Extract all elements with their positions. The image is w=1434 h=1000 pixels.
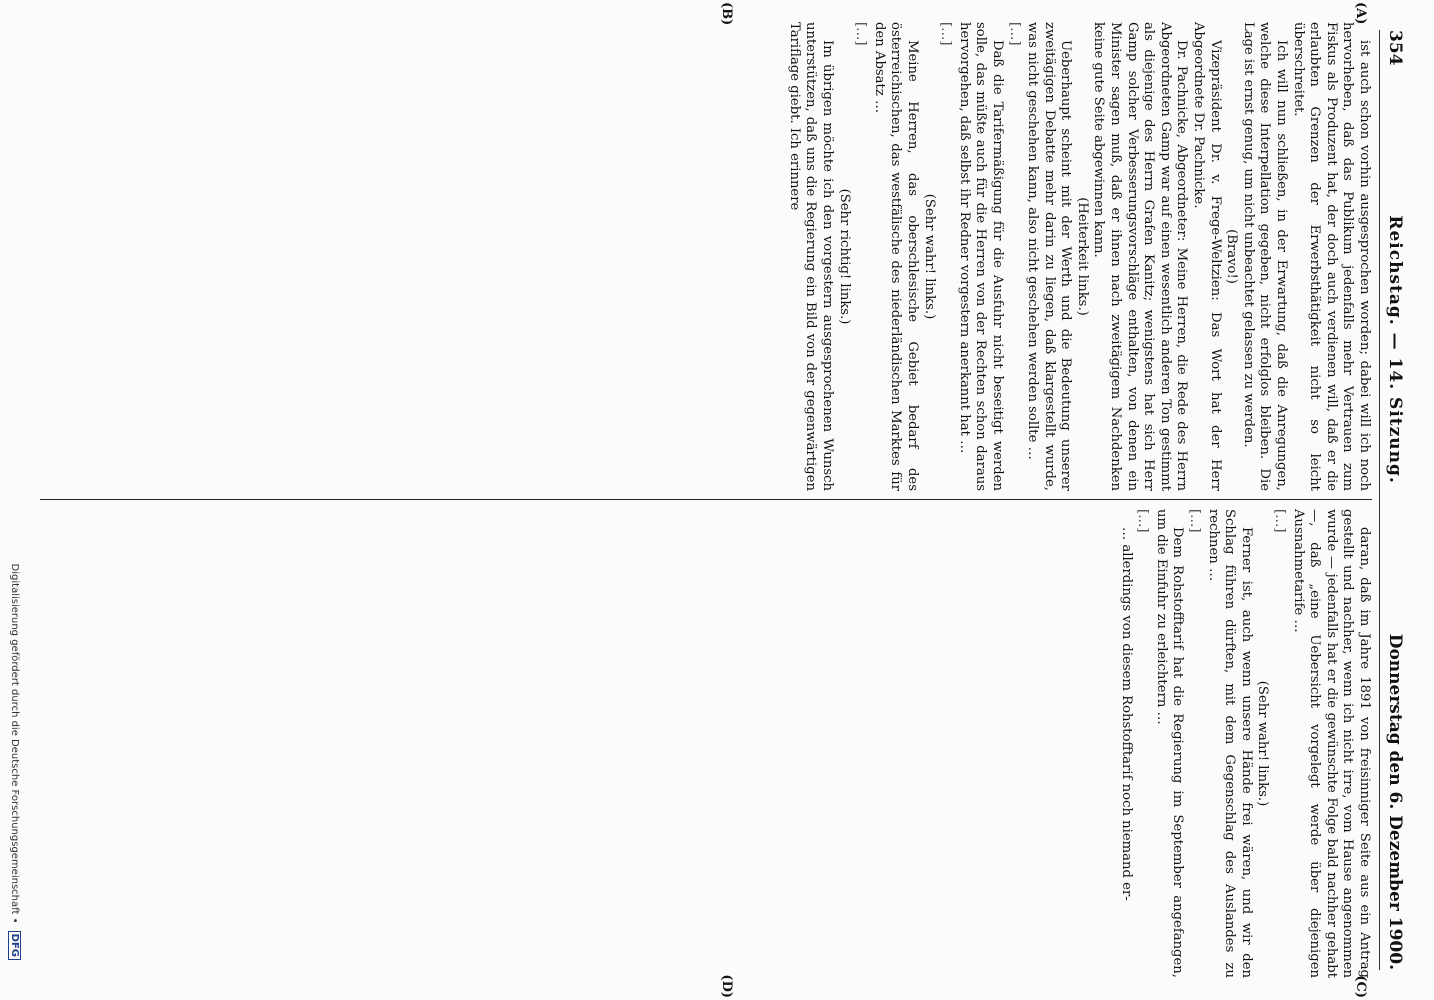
paragraph: Meine Herren, das oberschlesische Gebiet bedarf des österreichischen, das westfälische des niederländischen Marktes für den Absatz …: [871, 22, 920, 491]
interjection: (Sehr richtig! links.): [836, 188, 852, 325]
left-column: [42, 22, 1372, 491]
margin-mark-b: (B): [719, 2, 734, 26]
paragraph: Dr. Pachnicke, Abgeordneter: Meine Herren, die Rede des Herrn Abgeordneten Gamp war auf einen wesentlich anderen Ton gestimmt als diejenige des Herrn Grafen Kanitz; wenigstens hat sich Herr Gamp solcher Verbesserungsvorschläge enthalten, von denen ein Minister sagen muß, daß er ihnen nach zweitägigem Nachdenken keine gute Seite abgewinnen kann.: [1091, 22, 1190, 491]
ellipsis: […]: [938, 22, 954, 46]
ellipsis: […]: [1006, 22, 1022, 46]
paragraph: Im übrigen möchte ich den vorgestern ausgesprochenen Wunsch unterstützen, daß uns die Regierung ein Bild von der gegenwärtigen Tariflage giebt. Ich erinnere: [786, 22, 835, 491]
margin-mark-d: (D): [719, 974, 734, 998]
paragraph: Vizepräsident Dr. v. Frege-Weltzien: Das Wort hat der Herr Abgeordnete Dr. Pachnicke.: [1191, 22, 1223, 491]
page-header: [1379, 30, 1410, 970]
interjection: (Bravo!): [1224, 229, 1240, 284]
paragraph: daran, daß im Jahre 1891 von freisinniger Seite aus ein Antrag gestellt und nachher, wenn ich nicht irre, vom Hause angenommen wurde — jedenfalls hat er die gewünschte Folge bald nachher gehabt —, daß „eine Uebersicht vorgelegt werde über diejenigen Ausnahmetarife …: [1290, 509, 1372, 978]
paragraph: Dem Rohstofftarif hat die Regierung im September angefangen, um die Einfuhr zu erleichtern …: [1153, 509, 1186, 978]
text-columns: [42, 22, 1372, 978]
interjection: (Sehr wahr! links.): [921, 193, 937, 320]
margin-mark-a: (A): [1353, 2, 1368, 25]
interjection: (Heiterkeit links.): [1074, 197, 1090, 316]
ellipsis: […]: [1187, 509, 1203, 533]
paragraph: ist auch schon vorhin ausgesprochen worden; dabei will ich noch hervorheben, daß das Publikum jedenfalls mehr Vertrauen zum Fiskus als Produzent hat, der doch auch verdienen will, daß er die erlaubten Grenzen der Erwerbsthätigkeit nicht so leicht überschreitet.: [1290, 22, 1372, 491]
paragraph: Daß die Tarifermäßigung für die Ausfuhr nicht beseitigt werden solle, das müßte auch für die Herren von der Rechten schon daraus hervorgehen, daß selbst ihr Redner vorgestern anerkannt hat …: [956, 22, 1005, 491]
paragraph: … allerdings von diesem Rohstofftarif noch niemand er-: [1118, 527, 1134, 901]
session-date: Donnerstag den 6. Dezember 1900.: [1385, 633, 1405, 970]
interjection: (Sehr wahr! links.): [1255, 680, 1271, 807]
right-column: [42, 509, 1372, 978]
dfg-logo-icon: DFG: [8, 931, 21, 960]
ellipsis: […]: [853, 22, 869, 46]
digitization-footer: [8, 0, 21, 1000]
ellipsis: […]: [1272, 509, 1288, 533]
session-title: Reichstag. — 14. Sitzung.: [1385, 215, 1405, 484]
page-number: 354: [1385, 30, 1405, 66]
paragraph: Ich will nun schließen, in der Erwartung, daß die Anregungen, welche diese Interpellation gegeben, nicht erfolglos bleiben. Die Lage ist ernst genug, um nicht unbeachtet gelassen zu werden.: [1240, 22, 1290, 491]
ellipsis: […]: [1135, 509, 1151, 533]
footer-text: Digitalisierung gefördert durch die Deutsche Forschungsgemeinschaft •: [9, 563, 20, 924]
margin-mark-c: (C): [1353, 975, 1368, 998]
paragraph: Ueberhaupt scheint mit der Werth und die Bedeutung unserer zweitägigen Debatte mehr darin zu liegen, daß klargestellt wurde, was nicht geschehen kann, also nicht geschehen werden sollte …: [1025, 22, 1074, 491]
paragraph: Ferner ist, auch wenn unsere Hände frei wären, und wir den Schlag führen dürften, mit dem Gegenschlag des Auslandes zu rechnen …: [1205, 509, 1254, 978]
